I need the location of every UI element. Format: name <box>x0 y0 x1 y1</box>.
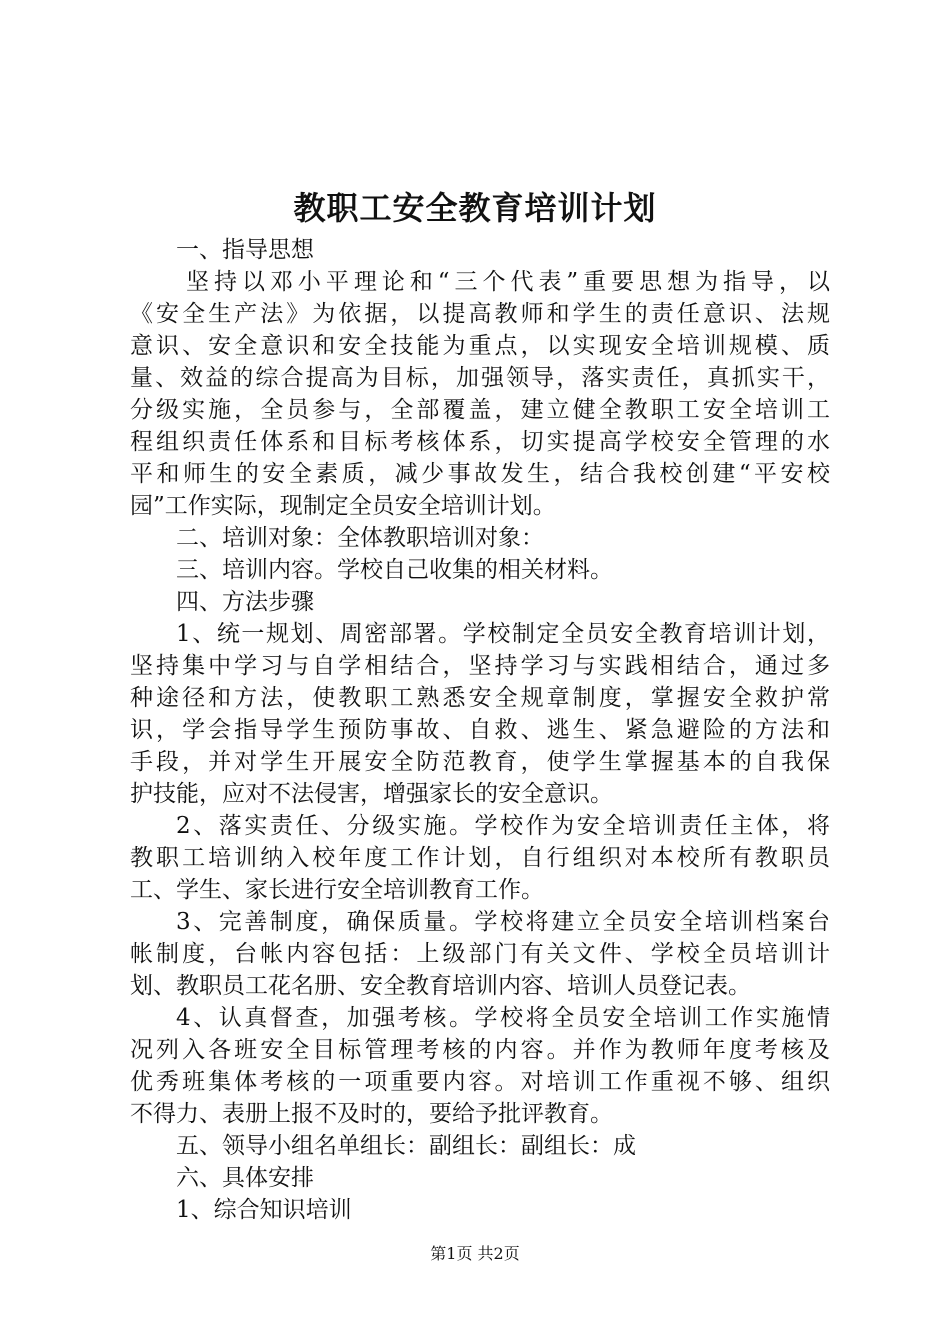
paragraph-line: 手段，并对学生开展安全防范教育，使学生掌握基本的自我保 <box>130 749 830 775</box>
paragraph-line: 坚持集中学习与自学相结合，坚持学习与实践相结合，通过多 <box>130 653 830 679</box>
paragraph-line: 2、落实责任、分级实施。学校作为安全培训责任主体，将 <box>176 813 830 839</box>
subheading-general-knowledge-training: 1、综合知识培训 <box>176 1197 352 1223</box>
heading-leadership-group: 五、领导小组名单组长：副组长：副组长：成 <box>176 1133 636 1159</box>
heading-training-content: 三、培训内容。学校自己收集的相关材料。 <box>176 557 613 583</box>
heading-guiding-ideology: 一、指导思想 <box>176 237 314 263</box>
paragraph-line: 3、完善制度，确保质量。学校将建立全员安全培训档案台 <box>176 909 830 935</box>
paragraph-line: 分级实施，全员参与，全部覆盖，建立健全教职工安全培训工 <box>130 397 830 423</box>
heading-methods-steps: 四、方法步骤 <box>176 589 314 615</box>
page-footer: 第1页 共2页 <box>430 1244 520 1263</box>
paragraph-line: 识，学会指导学生预防事故、自救、逃生、紧急避险的方法和 <box>130 717 830 743</box>
paragraph-line: 坚持以邓小平理论和“三个代表”重要思想为指导，以 <box>186 269 830 295</box>
paragraph-line: 帐制度，台帐内容包括：上级部门有关文件、学校全员培训计 <box>130 941 830 967</box>
document-title: 教职工安全教育培训计划 <box>293 189 657 227</box>
paragraph-line: 园”工作实际，现制定全员安全培训计划。 <box>130 493 556 519</box>
paragraph-line: 护技能，应对不法侵害，增强家长的安全意识。 <box>130 781 613 807</box>
paragraph-line: 工、学生、家长进行安全培训教育工作。 <box>130 877 544 903</box>
paragraph-line: 况列入各班安全目标管理考核的内容。并作为教师年度考核及 <box>130 1037 830 1063</box>
paragraph-line: 1、统一规划、周密部署。学校制定全员安全教育培训计划， <box>176 621 830 647</box>
paragraph-line: 意识、安全意识和安全技能为重点，以实现安全培训规模、质 <box>130 333 830 359</box>
paragraph-line: 不得力、表册上报不及时的，要给予批评教育。 <box>130 1101 613 1127</box>
paragraph-line: 量、效益的综合提高为目标，加强领导，落实责任，真抓实干， <box>130 365 830 391</box>
heading-specific-arrangements: 六、具体安排 <box>176 1165 314 1191</box>
paragraph-line: 优秀班集体考核的一项重要内容。对培训工作重视不够、组织 <box>130 1069 830 1095</box>
paragraph-line: 4、认真督查，加强考核。学校将全员安全培训工作实施情 <box>176 1005 830 1031</box>
paragraph-line: 教职工培训纳入校年度工作计划，自行组织对本校所有教职员 <box>130 845 830 871</box>
document-body <box>130 234 830 1226</box>
paragraph-line: 《安全生产法》为依据，以提高教师和学生的责任意识、法规 <box>130 301 830 327</box>
paragraph-line: 划、教职员工花名册、安全教育培训内容、培训人员登记表。 <box>130 973 751 999</box>
paragraph-line: 程组织责任体系和目标考核体系，切实提高学校安全管理的水 <box>130 429 830 455</box>
heading-training-target: 二、培训对象：全体教职培训对象： <box>176 525 544 551</box>
paragraph-line: 种途径和方法，使教职工熟悉安全规章制度，掌握安全救护常 <box>130 685 830 711</box>
paragraph-line: 平和师生的安全素质，减少事故发生，结合我校创建“平安校 <box>130 461 830 487</box>
